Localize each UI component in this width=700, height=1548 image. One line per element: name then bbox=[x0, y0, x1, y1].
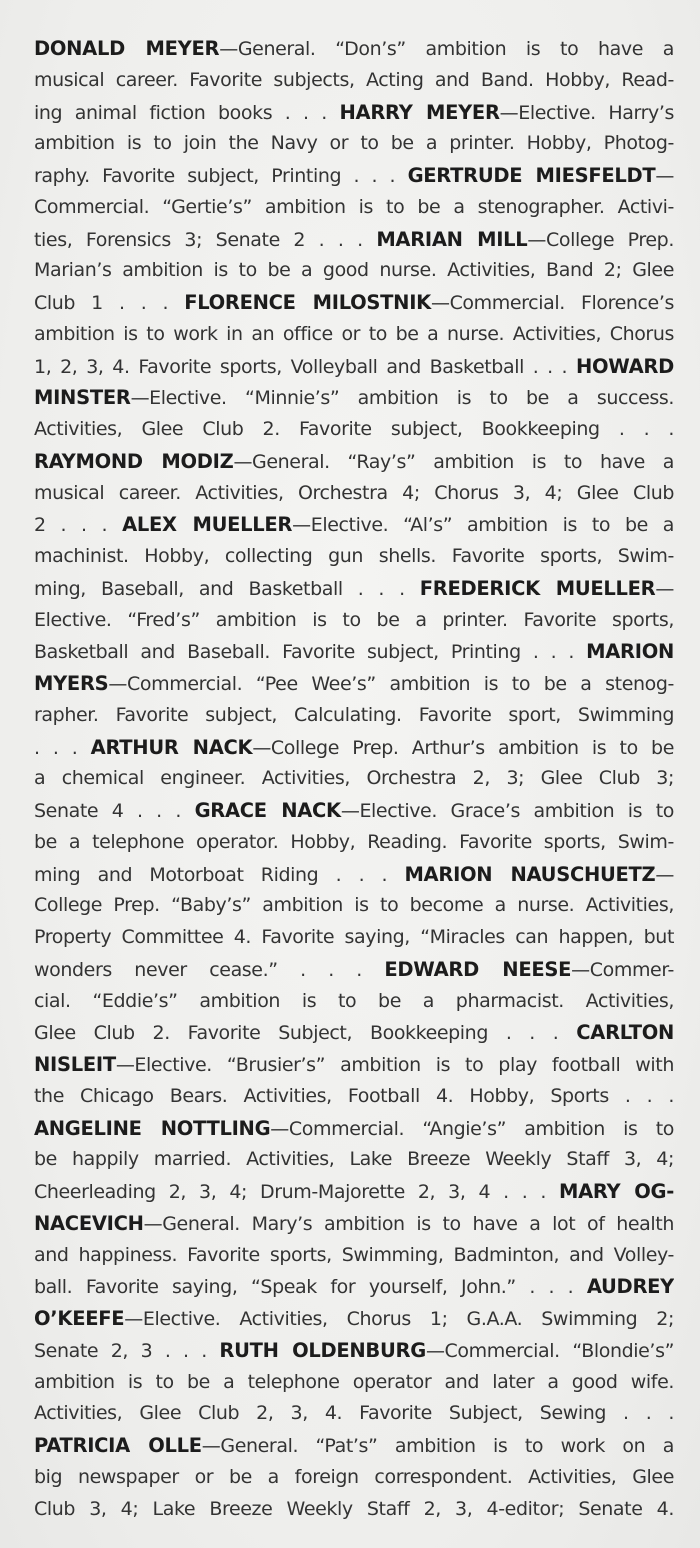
text-line bbox=[34, 478, 674, 510]
text-line bbox=[34, 509, 674, 541]
text-line bbox=[34, 541, 674, 573]
biography-text: —Commercial. Florence’s bbox=[430, 292, 674, 314]
text-line bbox=[34, 224, 674, 256]
student-name: GRACE NACK bbox=[194, 799, 341, 822]
student-name: O’KEEFE bbox=[34, 1307, 125, 1330]
biography-text: ambition is to work in an office or to be a nurse. Activities, Chorus bbox=[34, 322, 674, 345]
biography-text: —College Prep. bbox=[527, 228, 674, 251]
text-line bbox=[34, 128, 674, 160]
student-name: FLORENCE MILOSTNIK bbox=[184, 291, 431, 314]
student-name: MINSTER bbox=[34, 386, 131, 410]
biography-text: —General. “Don’s” ambition is to have a bbox=[219, 38, 674, 60]
biography-text: a chemical engineer. Activities, Orchestra 2, 3; Glee Club 3; bbox=[34, 767, 674, 790]
biography-text: ties, Forensics 3; Senate 2 . . . bbox=[34, 228, 377, 251]
text-line bbox=[34, 1462, 674, 1494]
text-line bbox=[34, 1144, 674, 1176]
text-line bbox=[34, 954, 674, 986]
student-name: MARY OG- bbox=[559, 1180, 674, 1203]
biography-text: cial. “Eddie’s” ambition is to be a pharmacist. Activities, bbox=[34, 989, 674, 1012]
biography-text: —General. “Ray’s” ambition is to have a bbox=[233, 450, 674, 473]
text-line bbox=[34, 1081, 674, 1113]
text-line bbox=[34, 1430, 674, 1462]
text-line bbox=[34, 922, 674, 954]
student-name: HARRY MEYER bbox=[339, 100, 500, 124]
text-line bbox=[34, 1017, 674, 1049]
biography-text: be a telephone operator. Hobby, Reading. Favorite sports, Swim- bbox=[34, 830, 674, 853]
biography-text: Property Committee 4. Favorite saying, “Miracles can happen, but bbox=[34, 926, 674, 948]
student-name: RAYMOND MODIZ bbox=[34, 449, 234, 473]
biography-text: musical career. Favorite subjects, Acting and Band. Hobby, Read- bbox=[34, 68, 674, 91]
biography-text: —Commercial. “Pee Wee’s” ambition is to be a stenog- bbox=[108, 673, 674, 695]
student-name: MARION NAUSCHUETZ bbox=[404, 862, 656, 886]
biography-text: Activities, Glee Club 2. Favorite subject, Bookkeeping . . . bbox=[34, 418, 674, 440]
student-name: EDWARD NEESE bbox=[384, 957, 572, 981]
biography-text: Senate 4 . . . bbox=[34, 800, 195, 822]
biography-text: . . . bbox=[34, 736, 91, 759]
biography-text: 1, 2, 3, 4. Favorite sports, Volleyball and Basketball . . . bbox=[34, 355, 576, 378]
biography-text: Basketball and Baseball. Favorite subject, Printing . . . bbox=[34, 641, 587, 664]
biography-text: —Commercial. “Blondie’s” bbox=[425, 1339, 674, 1362]
text-line bbox=[34, 1049, 674, 1081]
text-line bbox=[34, 890, 674, 922]
student-name: PATRICIA OLLE bbox=[34, 1434, 202, 1457]
student-name: AUDREY bbox=[586, 1275, 674, 1299]
student-name: MYERS bbox=[34, 672, 109, 695]
text-line bbox=[34, 1494, 674, 1526]
text-line bbox=[34, 1303, 674, 1335]
biography-text: — bbox=[655, 577, 674, 600]
biography-text: Club 3, 4; Lake Breeze Weekly Staff 2, 3, 4-editor; Senate 4. bbox=[34, 1497, 674, 1520]
biography-text: ing animal fiction books . . . bbox=[34, 101, 340, 124]
student-name: FREDERICK MUELLER bbox=[419, 576, 656, 600]
text-line bbox=[34, 97, 674, 129]
biography-text: big newspaper or be a foreign correspondent. Activities, Glee bbox=[34, 1465, 674, 1488]
biography-text: ball. Favorite saying, “Speak for yourself, John.” . . . bbox=[34, 1276, 587, 1299]
biography-text: —Commercial. “Angie’s” ambition is to bbox=[270, 1117, 674, 1140]
biography-text: ming and Motorboat Riding . . . bbox=[34, 863, 405, 886]
student-name: ARTHUR NACK bbox=[90, 735, 253, 759]
text-line bbox=[34, 1113, 674, 1145]
student-name: HOWARD bbox=[575, 354, 674, 378]
biography-text: — bbox=[655, 165, 674, 187]
text-line bbox=[34, 827, 674, 859]
biography-text: —College Prep. Arthur’s ambition is to be bbox=[252, 736, 674, 759]
biography-text: the Chicago Bears. Activities, Football 4. Hobby, Sports . . . bbox=[34, 1084, 674, 1107]
biography-text: Elective. “Fred’s” ambition is to be a printer. Favorite sports, bbox=[34, 608, 674, 631]
text-line bbox=[34, 636, 674, 668]
student-name: MARIAN MILL bbox=[376, 227, 528, 251]
biography-text: ming, Baseball, and Basketball . . . bbox=[34, 577, 420, 600]
biography-text: —Elective. Grace’s ambition is to bbox=[340, 800, 674, 822]
biography-text: College Prep. “Baby’s” ambition is to become a nurse. Activities, bbox=[34, 894, 674, 917]
student-name: ALEX MUELLER bbox=[122, 513, 293, 537]
student-name: ANGELINE NOTTLING bbox=[34, 1116, 271, 1140]
text-line bbox=[34, 795, 674, 827]
biography-text: Marian’s ambition is to be a good nurse. Activities, Band 2; Glee bbox=[34, 259, 674, 282]
text-line bbox=[34, 160, 674, 192]
text-line bbox=[34, 1176, 674, 1208]
biography-text: Club 1 . . . bbox=[34, 292, 185, 314]
student-name: NISLEIT bbox=[34, 1053, 116, 1076]
text-line bbox=[34, 986, 674, 1018]
biography-text: and happiness. Favorite sports, Swimming, Badminton, and Volley- bbox=[34, 1243, 674, 1266]
biography-text: musical career. Activities, Orchestra 4; Chorus 3, 4; Glee Club bbox=[34, 481, 674, 504]
text-line bbox=[34, 33, 674, 65]
text-line bbox=[34, 1335, 674, 1367]
text-line bbox=[34, 414, 674, 446]
text-line bbox=[34, 668, 674, 700]
biography-text: Cheerleading 2, 3, 4; Drum-Majorette 2, 3, 4 . . . bbox=[34, 1181, 560, 1203]
text-line bbox=[34, 446, 674, 478]
biography-text: rapher. Favorite subject, Calculating. Favorite sport, Swimming bbox=[34, 703, 674, 726]
text-line bbox=[34, 1208, 674, 1240]
student-name: NACEVICH bbox=[34, 1211, 144, 1235]
text-line bbox=[34, 573, 674, 605]
text-line bbox=[34, 319, 674, 351]
text-line bbox=[34, 192, 674, 224]
biography-text: — bbox=[655, 863, 674, 886]
biography-text: —General. “Pat’s” ambition is to work on a bbox=[201, 1435, 674, 1457]
text-line bbox=[34, 700, 674, 732]
biography-text: ambition is to be a telephone operator and later a good wife. bbox=[34, 1370, 674, 1393]
text-line bbox=[34, 605, 674, 637]
biography-text: Glee Club 2. Favorite Subject, Bookkeeping . . . bbox=[34, 1022, 577, 1045]
student-name: MARION bbox=[586, 640, 674, 664]
biography-text: Commercial. “Gertie’s” ambition is to be a stenographer. Activi- bbox=[34, 195, 674, 218]
biography-text: be happily married. Activities, Lake Breeze Weekly Staff 3, 4; bbox=[34, 1148, 674, 1171]
biography-text: —Elective. “Brusier’s” ambition is to play football with bbox=[115, 1054, 674, 1076]
text-line bbox=[34, 763, 674, 795]
student-name: GERTRUDE MIESFELDT bbox=[407, 164, 656, 187]
text-line bbox=[34, 1398, 674, 1430]
biography-text: raphy. Favorite subject, Printing . . . bbox=[34, 165, 408, 187]
biography-text: wonders never cease.” . . . bbox=[34, 958, 385, 981]
text-line bbox=[34, 382, 674, 414]
text-line bbox=[34, 732, 674, 764]
senior-biographies-column bbox=[34, 33, 674, 1525]
biography-text: Activities, Glee Club 2, 3, 4. Favorite Subject, Sewing . . . bbox=[34, 1402, 674, 1425]
biography-text: —Elective. Harry’s bbox=[499, 101, 674, 124]
text-line bbox=[34, 1367, 674, 1399]
biography-text: —Elective. “Al’s” ambition is to be a bbox=[292, 514, 674, 537]
text-line bbox=[34, 351, 674, 383]
student-name: RUTH OLDENBURG bbox=[219, 1338, 426, 1362]
biography-text: machinist. Hobby, collecting gun shells. Favorite sports, Swim- bbox=[34, 545, 674, 567]
student-name: DONALD MEYER bbox=[34, 37, 220, 60]
biography-text: 2 . . . bbox=[34, 514, 123, 537]
biography-text: Senate 2, 3 . . . bbox=[34, 1339, 220, 1362]
text-line bbox=[34, 65, 674, 97]
biography-text: —Elective. “Minnie’s” ambition is to be a success. bbox=[130, 387, 674, 410]
biography-text: —Commer- bbox=[571, 958, 674, 981]
text-line bbox=[34, 1240, 674, 1272]
biography-text: ambition is to join the Navy or to be a printer. Hobby, Photog- bbox=[34, 132, 674, 155]
text-line bbox=[34, 1271, 674, 1303]
text-line bbox=[34, 859, 674, 891]
biography-text: —Elective. Activities, Chorus 1; G.A.A. Swimming 2; bbox=[124, 1308, 674, 1330]
text-line bbox=[34, 255, 674, 287]
student-name: CARLTON bbox=[576, 1021, 674, 1045]
biography-text: —General. Mary’s ambition is to have a lot of health bbox=[143, 1212, 674, 1235]
text-line bbox=[34, 287, 674, 319]
